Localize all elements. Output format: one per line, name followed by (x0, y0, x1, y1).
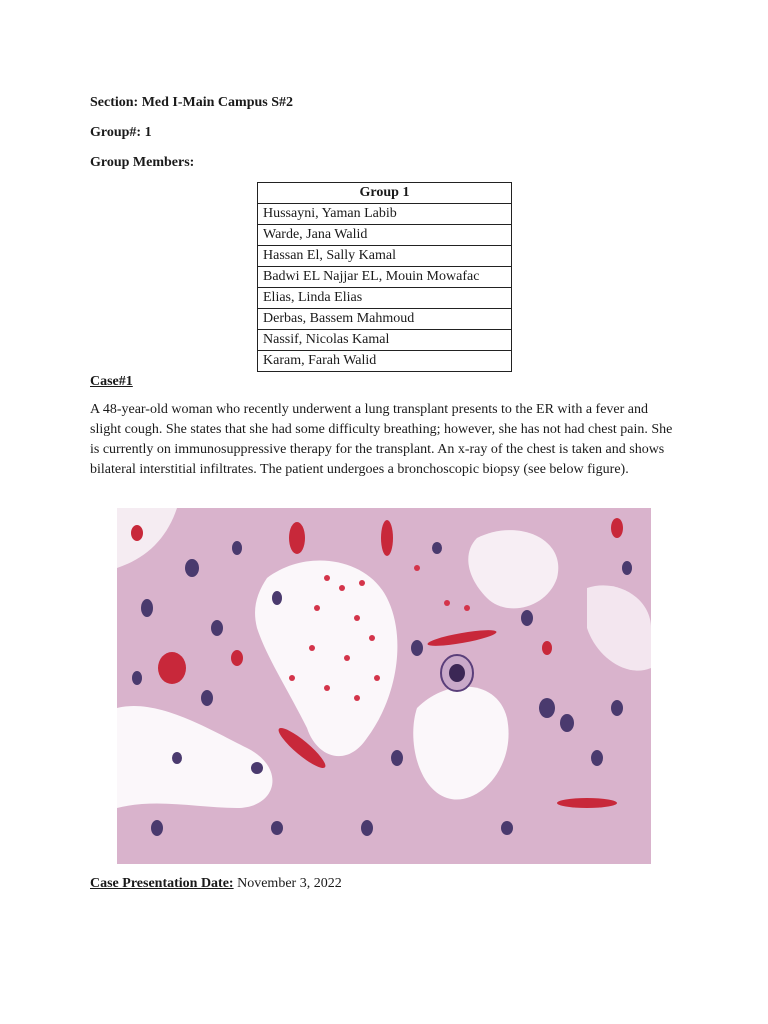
table-row (258, 330, 512, 351)
case-title: Case#1 (90, 374, 133, 389)
group-line (90, 125, 152, 141)
section-value: Med I-Main Campus S#2 (141, 95, 294, 110)
member-name: Hassan El, Sally Kamal (258, 246, 512, 267)
member-name: Warde, Jana Walid (258, 225, 512, 246)
member-name: Hussayni, Yaman Labib (258, 204, 512, 225)
members-table (257, 182, 512, 372)
table-row (258, 309, 512, 330)
lung-biopsy-figure (117, 508, 651, 864)
members-heading: Group Members: (90, 155, 195, 170)
histology-image (117, 508, 651, 864)
table-row (258, 351, 512, 372)
member-name: Elias, Linda Elias (258, 288, 512, 309)
section-line (90, 95, 293, 111)
table-row (258, 288, 512, 309)
member-name: Karam, Farah Walid (258, 351, 512, 372)
presentation-date: November 3, 2022 (237, 876, 342, 891)
presentation-line (90, 876, 342, 892)
group-label: Group#: (90, 125, 142, 140)
table-row (258, 246, 512, 267)
table-row (258, 267, 512, 288)
section-label: Section: (90, 95, 139, 110)
table-header: Group 1 (258, 183, 512, 204)
case-description: A 48-year-old woman who recently underwent a lung transplant presents to the ER with a fever and slight cough. She states that she had some difficulty breathing; however, she has not had chest pain. She is currently on immunosuppressive therapy for the transplant. An x-ray of the chest is taken and shows bilateral interstitial infiltrates. The patient undergoes a bronchoscopic biopsy (see below figure). (90, 402, 673, 477)
table-row (258, 204, 512, 225)
group-value: 1 (144, 125, 152, 140)
member-name: Derbas, Bassem Mahmoud (258, 309, 512, 330)
member-name: Badwi EL Najjar EL, Mouin Mowafac (258, 267, 512, 288)
table-row (258, 225, 512, 246)
presentation-label: Case Presentation Date: (90, 876, 234, 891)
member-name: Nassif, Nicolas Kamal (258, 330, 512, 351)
